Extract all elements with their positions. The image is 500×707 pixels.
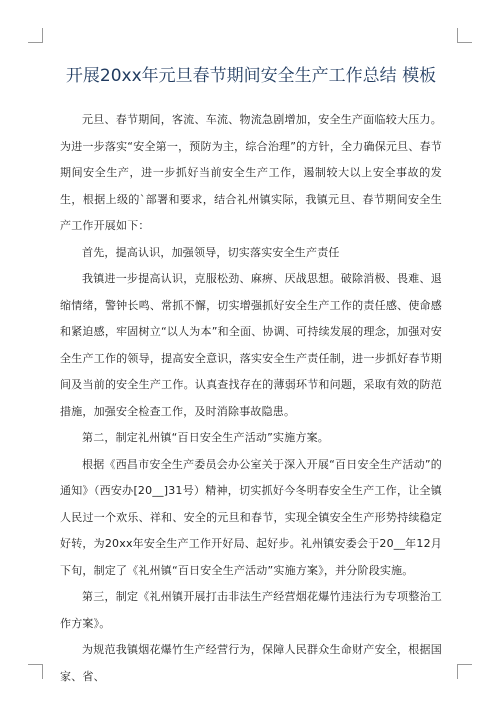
paragraph-heading-first: 首先，提高认识，加强领导，切实落实安全生产责任	[82, 245, 340, 259]
corner-mark-bottom-left	[28, 664, 43, 679]
corner-mark-bottom-right	[457, 664, 472, 679]
paragraph-third-body: 为规范我镇烟花爆竹生产经营行为，保障人民群众生命财产安全，根据国家、省、	[60, 643, 442, 683]
corner-mark-top-right	[457, 28, 472, 43]
paragraph-intro: 元旦、春节期间，客流、车流、物流急剧增加，安全生产面临较大压力。为进一步落实“安全第一，预防为主，综合治理”的方针，全力确保元旦、春节期间安全生产，进一步抓好当前安全生产工作，遏制较大以上安全事故的发生，根据上级的`部署和要求，结合礼州镇实际，我镇元旦、春节期间安全生产工作开展如下：	[60, 113, 442, 232]
document-page	[60, 64, 442, 690]
paragraph-heading-second: 第二，制定礼州镇“百日安全生产活动”实施方案。	[82, 431, 329, 444]
paragraph-heading-third: 第三，制定《礼州镇开展打击非法生产经营烟花爆竹违法行为专项整治工作方案》。	[60, 590, 442, 630]
document-title: 开展20xx年元旦春节期间安全生产工作总结 模板	[65, 66, 437, 86]
corner-mark-top-left	[28, 28, 43, 43]
paragraph-second-body: 根据《西昌市安全生产委员会办公室关于深入开展“百日安全生产活动”的通知》（西安办[20__]31号）精神，切实抓好今冬明春安全生产工作，让全镇人民过一个欢乐、祥和、安全的元旦和春节，实现全镇安全生产形势持续稳定好转，为20xx年安全生产工作开好局、起好步。礼州镇安委会于20__年12月下旬，制定了《礼州镇“百日安全生产活动”实施方案》，并分阶段实施。	[60, 457, 442, 577]
paragraph-first-body: 我镇进一步提高认识，克服松劲、麻痹、厌战思想。破除消极、畏难、退缩情绪，警钟长鸣、常抓不懈，切实增强抓好安全生产工作的责任感、使命感和紧迫感，牢固树立“以人为本”和全面、协调、可持续发展的理念，加强对安全生产工作的领导，提高安全意识，落实安全生产责任制，进一步抓好春节期间及当前的安全生产工作。认真查找存在的薄弱环节和问题，采取有效的防范措施，加强安全检查工作，及时消除事故隐患。	[60, 272, 442, 418]
